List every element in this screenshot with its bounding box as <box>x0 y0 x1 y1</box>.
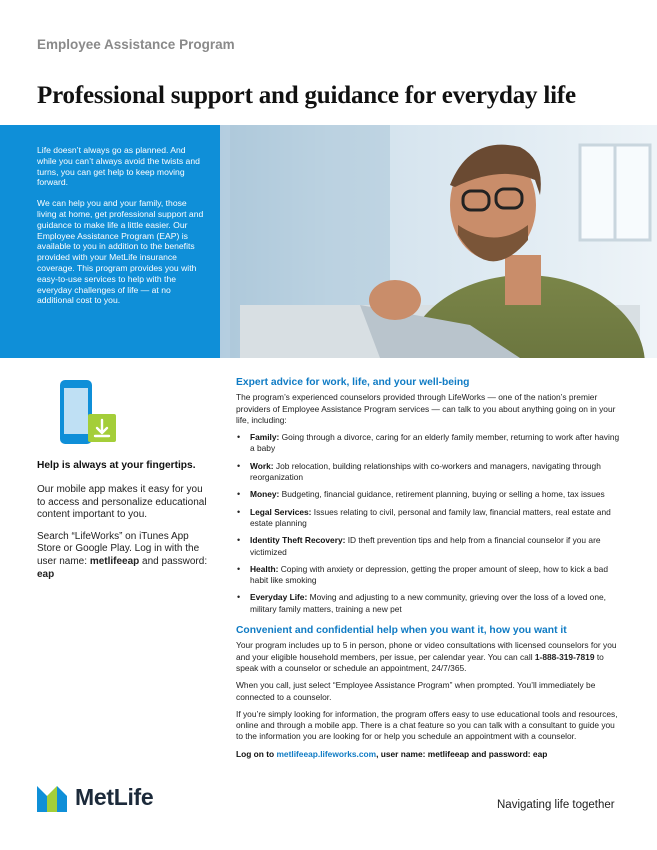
list-item <box>236 507 621 530</box>
hero-paragraph: We can help you and your family, those living at home, get professional support and guidance to make life a little easier. Our Employee Assistance Program (EAP) is available to you in addition to the benefits provided with your MetLife insurance coverage. This program provides you with easy-to-use services to help with the everyday challenges of life — at no additional cost to you. <box>37 198 204 306</box>
call-paragraph: When you call, just select “Employee Assistance Program” when prompted. You’ll immediately be connected to a counselor. <box>236 680 596 702</box>
section-intro: The program’s experienced counselors provided through LifeWorks — one of the nation’s premier providers of Employee Assistance Program services — can talk to you about anything going on in your life, including: <box>236 392 616 425</box>
topics-list <box>236 432 621 615</box>
topic-text: Issues relating to civil, personal and family law, financial matters, real estate and estate planning <box>250 506 611 528</box>
topic-text: Moving and adjusting to a new community, grieving over the loss of a loved one, military family matters, training a new pet <box>250 592 606 614</box>
list-item <box>236 592 621 615</box>
topic-text: Coping with anxiety or depression, getting the proper amount of sleep, how to kick a bad habit like smoking <box>250 563 609 586</box>
sidebar-heading: Help is always at your fingertips. <box>37 460 196 471</box>
program-kicker: Employee Assistance Program <box>37 37 235 52</box>
hero-paragraph: Life doesn’t always go as planned. And while you can’t always avoid the twists and turns, you can get help to keep moving forward. <box>37 145 200 188</box>
list-item <box>236 489 621 500</box>
section-heading-convenient-help: Convenient and confidential help when you want it, how you want it <box>236 625 567 637</box>
hero-banner <box>0 125 657 358</box>
logon-text: , user name: metlifeeap and password: eap <box>376 748 548 759</box>
sidebar-login-paragraph <box>37 531 212 581</box>
login-text: and password: <box>139 555 208 567</box>
topic-label: Family: <box>250 432 280 443</box>
topic-label: Health: <box>250 563 279 574</box>
consultation-text: to speak with a counselor or schedule an appointment, 24/7/365. <box>236 651 604 673</box>
logon-paragraph <box>236 749 621 760</box>
logo-wordmark: MetLife <box>75 783 154 810</box>
website-link[interactable]: metlifeeap.lifeworks.com <box>276 748 377 759</box>
list-item <box>236 432 621 455</box>
sidebar-app-info <box>37 484 212 590</box>
topic-label: Identity Theft Recovery: <box>250 535 346 546</box>
consultation-text: Your program includes up to 5 in person, phone or video consultations with licensed counselors for you and your eligible household members, per issue, per calendar year. You can call <box>236 640 617 662</box>
topic-text: Going through a divorce, caring for an elderly family member, returning to work after having a baby <box>250 432 620 454</box>
login-password: eap <box>37 568 55 580</box>
list-item <box>236 535 621 558</box>
list-item <box>236 461 621 484</box>
hero-intro <box>0 125 220 358</box>
topic-text: Budgeting, financial guidance, retirement planning, buying or selling a home, tax issues <box>279 489 605 500</box>
login-username: metlifeeap <box>89 555 140 567</box>
list-item <box>236 564 621 587</box>
topic-text: Job relocation, building relationships with co-workers and managers, navigating through reorganization <box>250 460 601 483</box>
topic-label: Money: <box>250 489 280 500</box>
metlife-logo <box>37 782 153 812</box>
topic-label: Legal Services: <box>250 506 312 517</box>
logon-text: Log on to <box>236 748 277 759</box>
metlife-logo-mark-icon <box>37 782 67 812</box>
sidebar-paragraph: Our mobile app makes it easy for you to access and personalize educational content important to you. <box>37 484 207 521</box>
login-text: Search “LifeWorks” on iTunes App Store or Google Play. Log in with the user name: <box>37 530 200 567</box>
topic-label: Work: <box>250 460 274 471</box>
topic-text: ID theft prevention tips and help from a financial counselor if you are victimized <box>250 535 601 557</box>
footer-tagline: Navigating life together <box>497 799 615 811</box>
topic-label: Everyday Life: <box>250 592 308 603</box>
mobile-download-icon <box>58 378 118 446</box>
section-heading-expert-advice: Expert advice for work, life, and your well-being <box>236 377 470 388</box>
resources-paragraph: If you’re simply looking for information, the program offers easy to use educational tools and resources, online and through a mobile app. There is a chat feature so you can talk with a consultant to guide you to the information you are looking for or help you schedule an appointment with a counselor. <box>236 708 618 742</box>
consultation-paragraph <box>236 640 621 674</box>
main-content <box>236 377 621 766</box>
phone-number[interactable]: 1-888-319-7819 <box>534 651 595 662</box>
page-title: Professional support and guidance for everyday life <box>37 82 576 109</box>
